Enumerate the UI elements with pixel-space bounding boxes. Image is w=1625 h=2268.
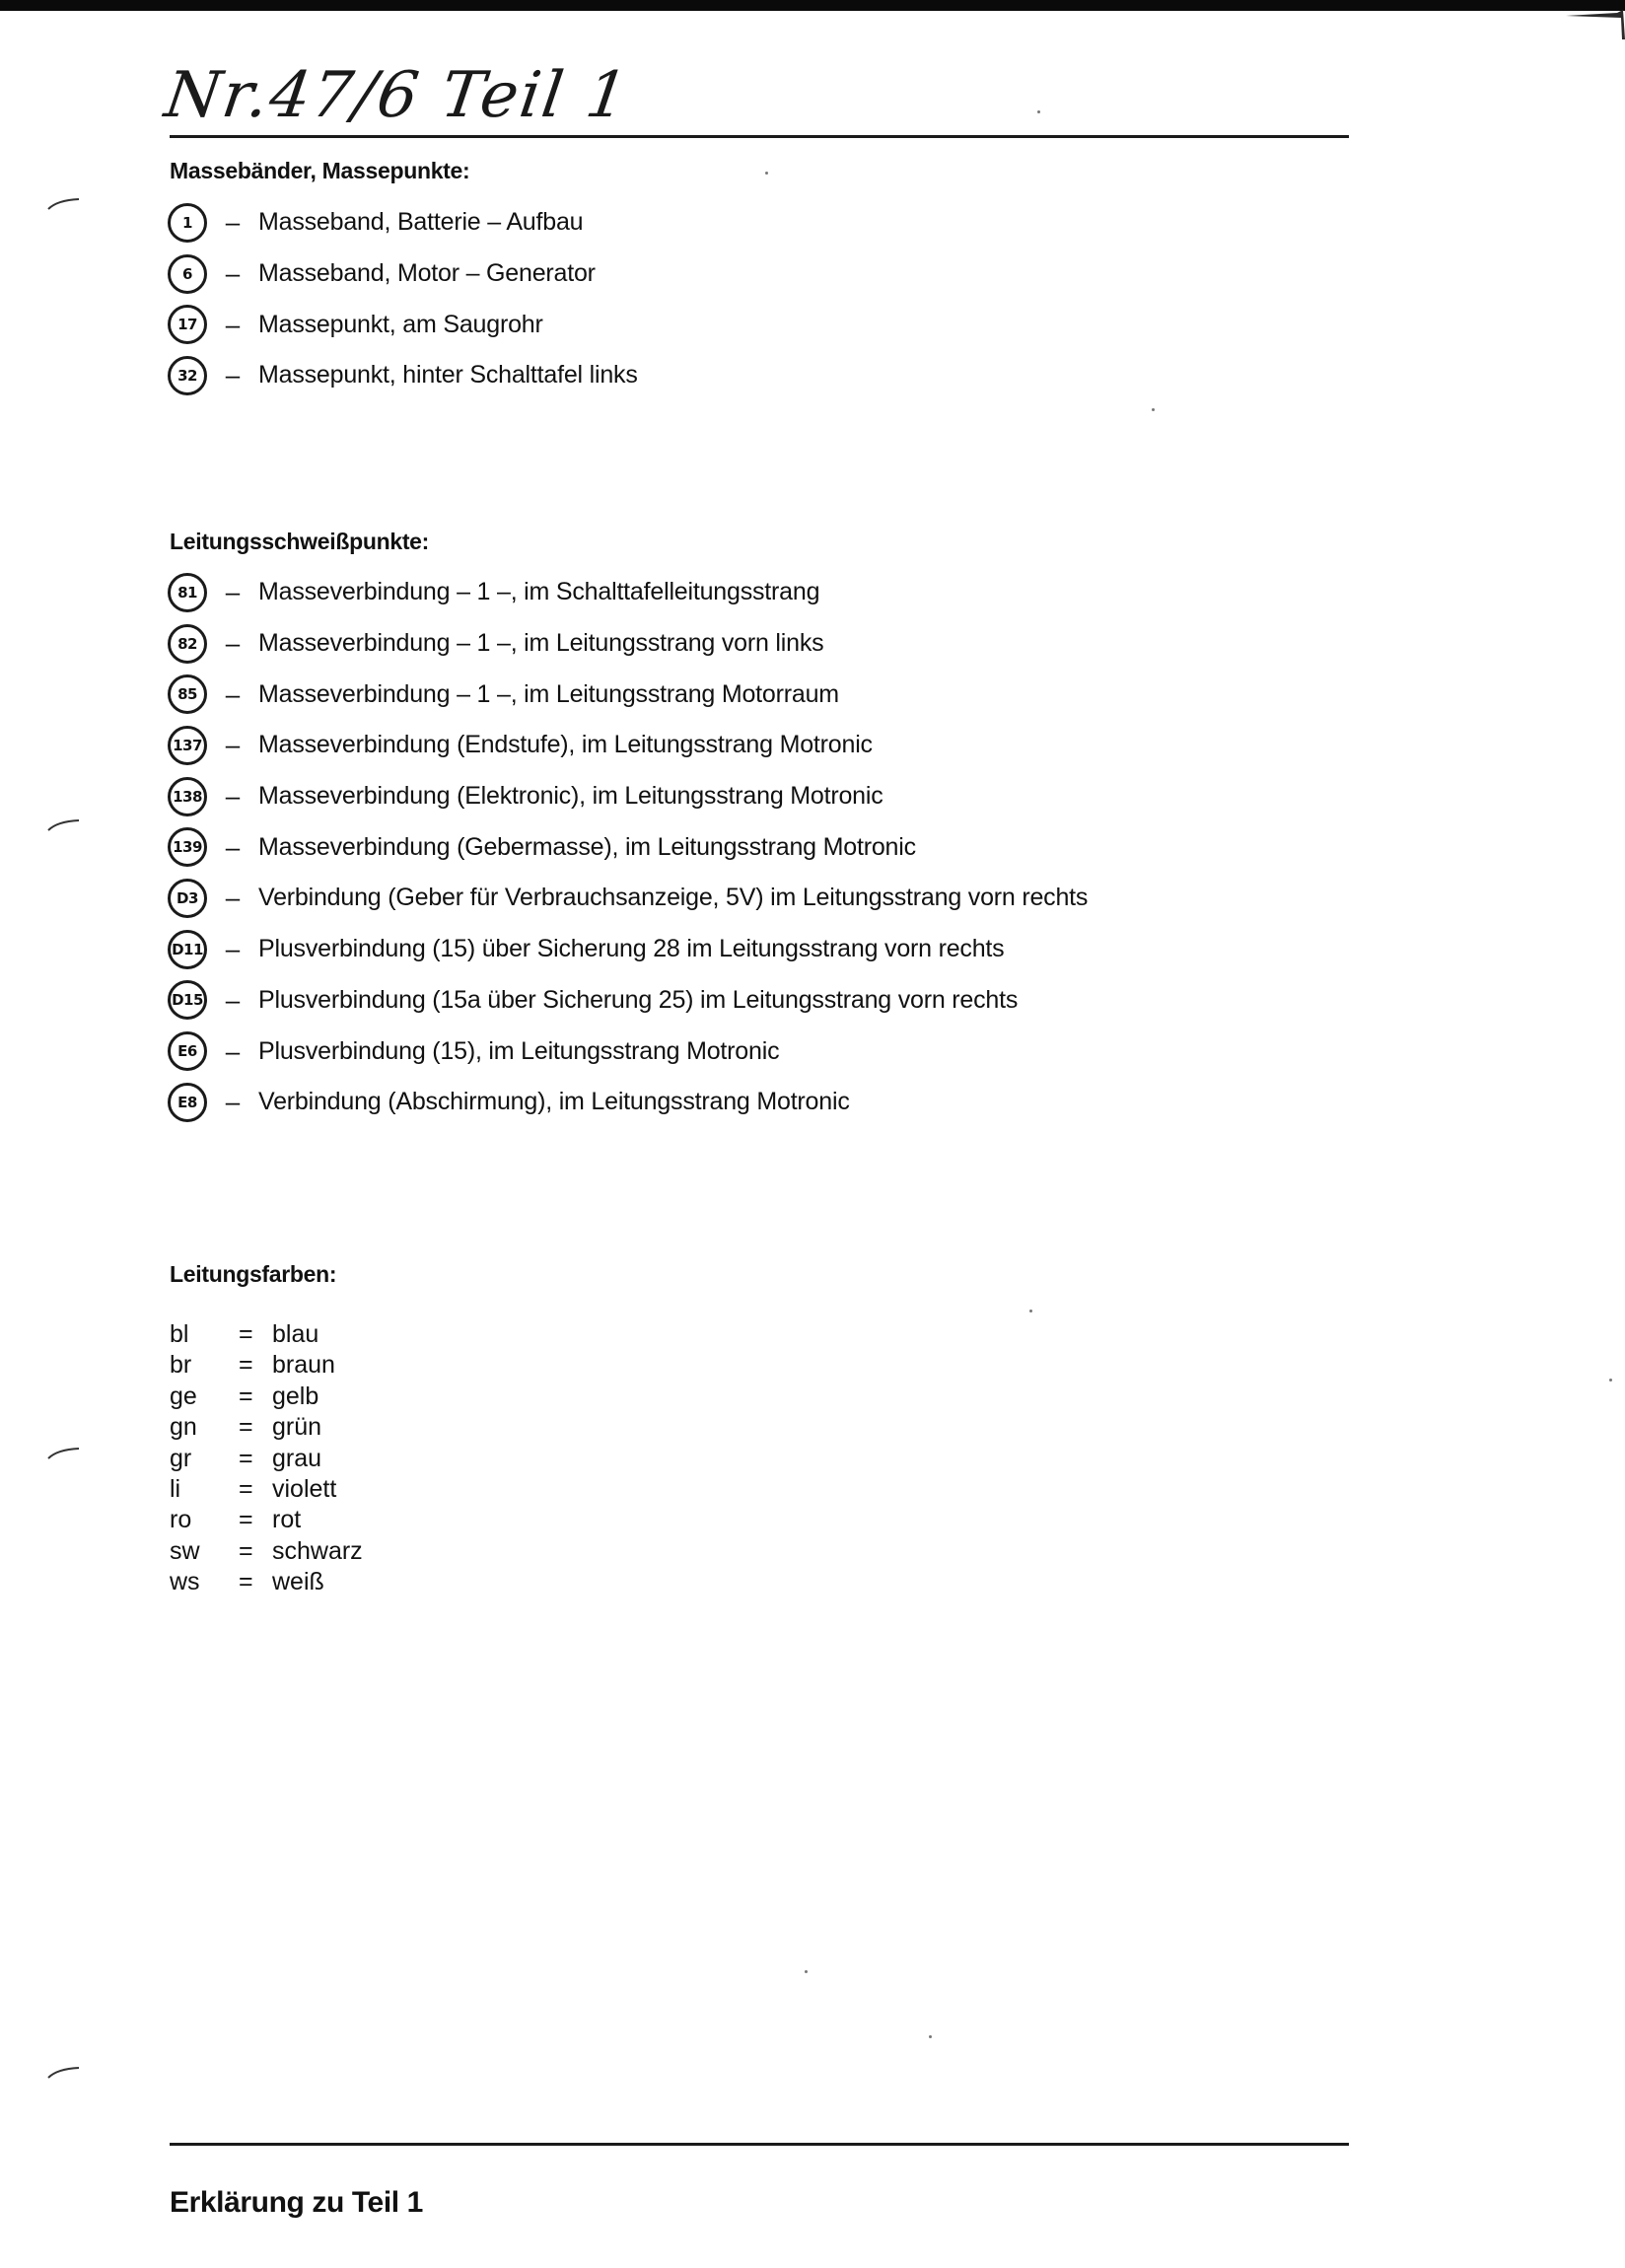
dash: – <box>225 360 241 390</box>
item-description: Masseverbindung (Endstufe), im Leitungsstrang Motronic <box>258 731 873 759</box>
item-number-badge: D15 <box>168 980 207 1020</box>
color-abbreviation: ro <box>170 1506 192 1534</box>
dash: – <box>225 577 241 607</box>
scan-speck <box>929 2035 932 2038</box>
equals-sign: = <box>239 1475 253 1504</box>
table-row <box>170 1474 363 1505</box>
table-row <box>170 1350 363 1381</box>
equals-sign: = <box>239 1382 253 1410</box>
scan-speck <box>805 1970 808 1973</box>
header-rule <box>170 135 1349 138</box>
item-description: Masseverbindung (Elektronic), im Leitungsstrang Motronic <box>258 782 883 811</box>
list-item <box>168 873 1088 924</box>
list-item <box>168 720 1088 771</box>
color-name: blau <box>272 1320 319 1348</box>
item-description: Masseverbindung – 1 –, im Schalttafelleitungsstrang <box>258 578 820 606</box>
scan-speck <box>1037 110 1040 113</box>
color-abbreviation: br <box>170 1351 192 1380</box>
item-number-badge: 139 <box>168 827 207 867</box>
dash: – <box>225 984 241 1015</box>
dash: – <box>225 1035 241 1066</box>
dash: – <box>225 831 241 862</box>
color-name: grau <box>272 1444 322 1472</box>
color-abbreviation: ge <box>170 1382 197 1410</box>
scan-speck <box>1152 408 1155 411</box>
color-abbreviation: sw <box>170 1536 200 1565</box>
dash: – <box>225 730 241 760</box>
item-number-badge: E8 <box>168 1083 207 1122</box>
footer-title: Erklärung zu Teil 1 <box>170 2186 423 2219</box>
color-name: rot <box>272 1506 302 1534</box>
scan-top-edge <box>0 0 1625 11</box>
table-row <box>170 1319 363 1350</box>
handwritten-document-number: Nr.47/6 Teil 1 <box>160 59 634 132</box>
item-description: Masseverbindung (Gebermasse), im Leitungsstrang Motronic <box>258 832 916 861</box>
dash: – <box>225 883 241 913</box>
dash: – <box>225 1087 241 1117</box>
massebaender-list <box>168 197 638 401</box>
equals-sign: = <box>239 1351 253 1380</box>
equals-sign: = <box>239 1536 253 1565</box>
section-heading-massebaender: Massebänder, Massepunkte: <box>170 158 470 183</box>
item-description: Massepunkt, hinter Schalttafel links <box>258 361 638 390</box>
dash: – <box>225 207 241 238</box>
item-number-badge: D11 <box>168 930 207 969</box>
item-number-badge: 82 <box>168 624 207 664</box>
item-number-badge: D3 <box>168 879 207 918</box>
item-number-badge: 85 <box>168 674 207 714</box>
dash: – <box>225 781 241 812</box>
table-row <box>170 1505 363 1535</box>
color-name: violett <box>272 1475 337 1504</box>
section-heading-schweisspunkte: Leitungsschweißpunkte: <box>170 529 430 554</box>
color-name: braun <box>272 1351 335 1380</box>
equals-sign: = <box>239 1568 253 1596</box>
equals-sign: = <box>239 1413 253 1442</box>
table-row <box>170 1382 363 1412</box>
table-row <box>170 1444 363 1474</box>
margin-mark <box>47 2066 81 2080</box>
margin-mark <box>47 197 81 211</box>
list-item <box>168 924 1088 975</box>
item-description: Massepunkt, am Saugrohr <box>258 310 543 338</box>
color-name: gelb <box>272 1382 319 1410</box>
dash: – <box>225 258 241 289</box>
list-item <box>168 618 1088 670</box>
item-description: Verbindung (Geber für Verbrauchsanzeige, 5V) im Leitungsstrang vorn rechts <box>258 884 1089 912</box>
dash: – <box>225 309 241 339</box>
list-item <box>168 821 1088 873</box>
dash: – <box>225 628 241 659</box>
table-row <box>170 1567 363 1597</box>
table-row <box>170 1412 363 1443</box>
color-name: weiß <box>272 1568 324 1596</box>
list-item <box>168 669 1088 720</box>
scan-speck <box>1029 1310 1032 1312</box>
item-description: Masseband, Batterie – Aufbau <box>258 208 584 237</box>
equals-sign: = <box>239 1506 253 1534</box>
item-description: Masseband, Motor – Generator <box>258 259 596 288</box>
item-number-badge: 138 <box>168 777 207 816</box>
dash: – <box>225 678 241 709</box>
equals-sign: = <box>239 1320 253 1348</box>
item-description: Masseverbindung – 1 –, im Leitungsstrang Motorraum <box>258 679 839 708</box>
color-abbreviation: gr <box>170 1444 192 1472</box>
item-description: Masseverbindung – 1 –, im Leitungsstrang vorn links <box>258 629 824 658</box>
scan-speck <box>1609 1379 1612 1382</box>
margin-mark <box>47 818 81 832</box>
list-item <box>168 771 1088 822</box>
section-heading-leitungsfarben: Leitungsfarben: <box>170 1261 337 1287</box>
list-item <box>168 350 638 401</box>
item-description: Plusverbindung (15) über Sicherung 28 im Leitungsstrang vorn rechts <box>258 935 1005 963</box>
list-item <box>168 248 638 300</box>
item-number-badge: E6 <box>168 1031 207 1071</box>
table-row <box>170 1536 363 1567</box>
color-name: schwarz <box>272 1536 363 1565</box>
margin-mark <box>47 1447 81 1460</box>
equals-sign: = <box>239 1444 253 1472</box>
item-description: Plusverbindung (15a über Sicherung 25) im Leitungsstrang vorn rechts <box>258 985 1019 1014</box>
scan-corner-artifact <box>1566 10 1625 39</box>
dash: – <box>225 934 241 964</box>
item-number-badge: 17 <box>168 305 207 344</box>
color-abbreviation: bl <box>170 1320 189 1348</box>
wire-color-table <box>170 1319 363 1598</box>
list-item <box>168 1026 1088 1077</box>
item-number-badge: 1 <box>168 203 207 243</box>
footer-rule <box>170 2143 1349 2146</box>
color-abbreviation: li <box>170 1475 181 1504</box>
item-number-badge: 81 <box>168 573 207 612</box>
color-abbreviation: ws <box>170 1568 200 1596</box>
item-number-badge: 137 <box>168 726 207 765</box>
list-item <box>168 1077 1088 1128</box>
list-item <box>168 197 638 248</box>
item-number-badge: 6 <box>168 254 207 294</box>
list-item <box>168 567 1088 618</box>
schweisspunkte-list <box>168 567 1088 1128</box>
list-item <box>168 299 638 350</box>
scan-speck <box>765 172 768 175</box>
item-number-badge: 32 <box>168 356 207 395</box>
color-abbreviation: gn <box>170 1413 197 1442</box>
item-description: Verbindung (Abschirmung), im Leitungsstrang Motronic <box>258 1088 850 1116</box>
list-item <box>168 975 1088 1027</box>
color-name: grün <box>272 1413 322 1442</box>
item-description: Plusverbindung (15), im Leitungsstrang Motronic <box>258 1036 780 1065</box>
